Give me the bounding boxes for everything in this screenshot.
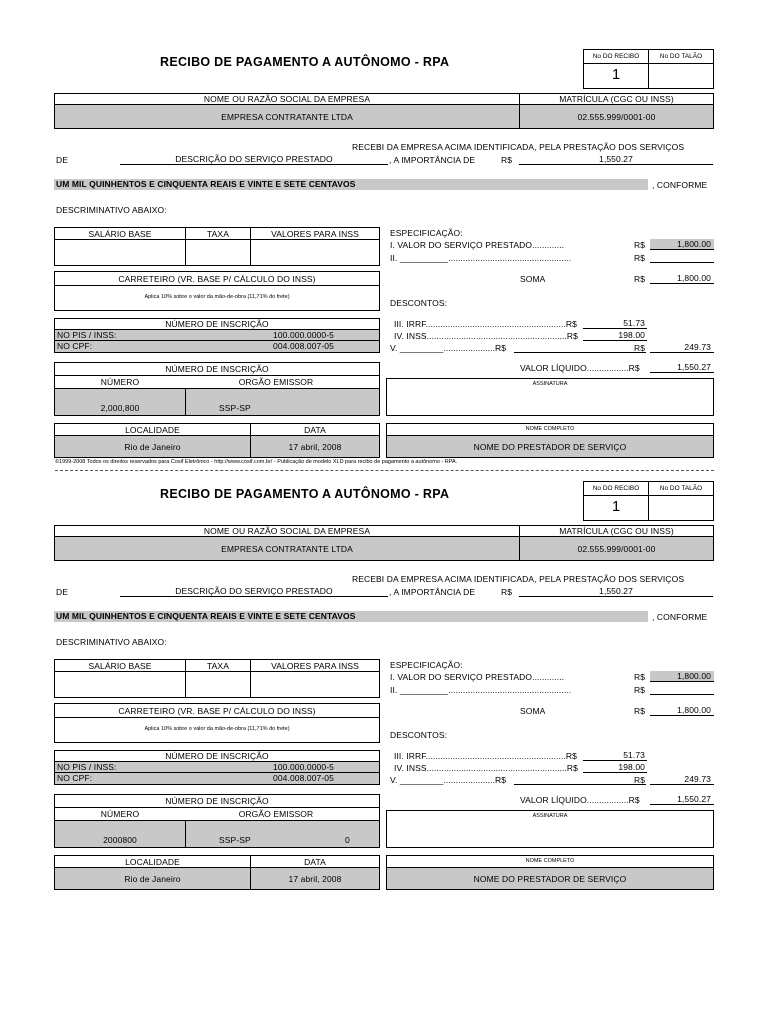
- spec-currency-2: R$: [634, 685, 646, 695]
- valores-inss-header: VALORES PARA INSS: [271, 661, 359, 671]
- spec-currency-2: R$: [634, 253, 646, 263]
- pis-label: NO PIS / INSS:: [57, 330, 117, 340]
- importancia-label: , A IMPORTÂNCIA DE: [389, 587, 476, 597]
- amount-in-words: UM MIL QUINHENTOS E CINQUENTA REAIS E VINTE E SETE CENTAVOS: [54, 179, 648, 190]
- nome-completo-label: NOME COMPLETO: [525, 426, 575, 432]
- recibo-number: 1: [611, 498, 621, 515]
- orgao-header: ORGÃO EMISSOR: [238, 809, 314, 819]
- irrf-label: III. IRRF.........................................................R$: [394, 319, 577, 329]
- orgao-extra: 0: [345, 835, 350, 845]
- spec-value-2: [650, 252, 714, 263]
- company-table: [54, 525, 714, 561]
- assinatura-label: ASSINATURA: [532, 381, 568, 387]
- valor-liquido-value: 1,550.27: [650, 794, 714, 805]
- matricula-header: MATRÍCULA (CGC OU INSS): [559, 94, 674, 104]
- importancia-label: , A IMPORTÂNCIA DE: [389, 155, 476, 165]
- localidade-header: LOCALIDADE: [125, 857, 180, 867]
- soma-currency: R$: [634, 706, 646, 716]
- receipt-number-box: [583, 49, 714, 89]
- currency-label: R$: [501, 155, 513, 165]
- rpa-receipt: [0, 0, 768, 452]
- irrf-value: 51.73: [583, 318, 647, 329]
- inscricao-header-2: NÚMERO DE INSCRIÇÃO: [165, 796, 269, 806]
- inscricao-header-2: NÚMERO DE INSCRIÇÃO: [165, 364, 269, 374]
- location-date-table: [54, 855, 380, 890]
- numero-header: NÚMERO: [100, 377, 140, 387]
- signature-box[interactable]: [386, 810, 714, 848]
- carreteiro-box: [54, 703, 380, 743]
- spec-currency-1: R$: [634, 240, 646, 250]
- spec-line-2: II. __________..................................................: [390, 253, 572, 263]
- localidade-header: LOCALIDADE: [125, 425, 180, 435]
- assinatura-label: ASSINATURA: [532, 813, 568, 819]
- recibo-label: No DO RECIBO: [592, 53, 640, 60]
- pis-value: 100.000.0000-5: [273, 762, 334, 772]
- company-name: EMPRESA CONTRATANTE LTDA: [221, 544, 353, 554]
- carreteiro-box: [54, 271, 380, 311]
- irrf-value: 51.73: [583, 750, 647, 761]
- discriminativo-label: DESCRIMINATIVO ABAIXO:: [56, 205, 167, 215]
- soma-value: 1,800.00: [650, 273, 714, 284]
- rpa-receipt: [0, 432, 768, 884]
- spec-currency-1: R$: [634, 672, 646, 682]
- cpf-label: NO CPF:: [57, 341, 93, 351]
- recibo-number: 1: [611, 66, 621, 83]
- valores-inss-header: VALORES PARA INSS: [271, 229, 359, 239]
- service-description: DESCRIÇÃO DO SERVIÇO PRESTADO: [120, 586, 388, 597]
- conforme-label: , CONFORME: [652, 612, 708, 622]
- localidade-value: Rio de Janeiro: [124, 874, 181, 884]
- receipt-number-box: [583, 481, 714, 521]
- data-header: DATA: [304, 857, 326, 867]
- data-value: 17 abril, 2008: [288, 442, 342, 452]
- de-label: DE: [56, 155, 69, 165]
- carreteiro-note: Aplica 10% sobre o valor da mão-de-obra (11,71% do frete): [144, 726, 290, 732]
- v-currency: R$: [634, 775, 646, 785]
- inss-value: 198.00: [583, 330, 647, 341]
- pis-label: NO PIS / INSS:: [57, 762, 117, 772]
- inss-label: IV. INSS.........................................................R$: [394, 763, 578, 773]
- especificacao-label: ESPECIFICAÇÃO:: [390, 660, 463, 670]
- cpf-label: NO CPF:: [57, 773, 93, 783]
- numero-value: 2,000,800: [100, 403, 140, 413]
- v-label: V. _________.....................R$: [390, 775, 507, 785]
- inscricao-table: [54, 750, 380, 785]
- salario-base-header: SALÁRIO BASE: [88, 661, 152, 671]
- company-name: EMPRESA CONTRATANTE LTDA: [221, 112, 353, 122]
- carreteiro-header: CARRETEIRO (VR. BASE P/ CÁLCULO DO INSS): [118, 274, 316, 284]
- currency-label: R$: [501, 587, 513, 597]
- descontos-label: DESCONTOS:: [390, 730, 448, 740]
- v-value: [514, 342, 646, 353]
- carreteiro-note: Aplica 10% sobre o valor da mão-de-obra (11,71% do frete): [144, 294, 290, 300]
- data-value: 17 abril, 2008: [288, 874, 342, 884]
- talao-label: No DO TALÃO: [659, 485, 703, 492]
- v-value: [514, 774, 646, 785]
- irrf-label: III. IRRF.........................................................R$: [394, 751, 577, 761]
- spec-value-2: [650, 684, 714, 695]
- data-header: DATA: [304, 425, 326, 435]
- salary-table: [54, 227, 380, 266]
- soma-label: SOMA: [520, 706, 546, 716]
- soma-label: SOMA: [520, 274, 546, 284]
- spec-line-1: I. VALOR DO SERVIÇO PRESTADO.............: [390, 240, 565, 250]
- v-currency: R$: [634, 343, 646, 353]
- company-header: NOME OU RAZÃO SOCIAL DA EMPRESA: [203, 526, 371, 536]
- especificacao-label: ESPECIFICAÇÃO:: [390, 228, 463, 238]
- copyright-footer: ©1999-2008 Todos os direitos reservados para Cosif Eletrônico - http://www.cosif.com.br/ - Publicação de modelo XLD para recibo de pagamento a autônomo - RPA.: [55, 459, 458, 465]
- soma-currency: R$: [634, 274, 646, 284]
- inscricao-table: [54, 318, 380, 353]
- provider-name: NOME DO PRESTADOR DE SERVIÇO: [473, 442, 627, 452]
- descontos-total: 249.73: [650, 774, 714, 785]
- orgao-value: SSP-SP: [219, 835, 251, 845]
- valor-liquido-value: 1,550.27: [650, 362, 714, 373]
- service-description: DESCRIÇÃO DO SERVIÇO PRESTADO: [120, 154, 388, 165]
- inss-value: 198.00: [583, 762, 647, 773]
- amount-in-words: UM MIL QUINHENTOS E CINQUENTA REAIS E VINTE E SETE CENTAVOS: [54, 611, 648, 622]
- descontos-label: DESCONTOS:: [390, 298, 448, 308]
- company-header: NOME OU RAZÃO SOCIAL DA EMPRESA: [203, 94, 371, 104]
- orgao-value: SSP-SP: [219, 403, 251, 413]
- received-text: RECEBI DA EMPRESA ACIMA IDENTIFICADA, PELA PRESTAÇÃO DOS SERVIÇOS: [352, 574, 685, 584]
- localidade-value: Rio de Janeiro: [124, 442, 181, 452]
- valor-liquido-label: VALOR LÍQUIDO.................R$: [520, 363, 640, 373]
- recibo-label: No DO RECIBO: [592, 485, 640, 492]
- nome-completo-label: NOME COMPLETO: [525, 858, 575, 864]
- spec-line-1: I. VALOR DO SERVIÇO PRESTADO.............: [390, 672, 565, 682]
- cpf-value: 004.008.007-05: [273, 341, 334, 351]
- valor-liquido-label: VALOR LÍQUIDO.................R$: [520, 795, 640, 805]
- conforme-label: , CONFORME: [652, 180, 708, 190]
- identity-table: [54, 794, 380, 848]
- soma-value: 1,800.00: [650, 705, 714, 716]
- provider-name-box: [386, 855, 714, 890]
- inscricao-header: NÚMERO DE INSCRIÇÃO: [165, 751, 269, 761]
- amount-value: 1,550.27: [519, 586, 713, 597]
- inss-label: IV. INSS.........................................................R$: [394, 331, 578, 341]
- numero-header: NÚMERO: [100, 809, 140, 819]
- carreteiro-header: CARRETEIRO (VR. BASE P/ CÁLCULO DO INSS): [118, 706, 316, 716]
- receipt-title: RECIBO DE PAGAMENTO A AUTÔNOMO - RPA: [160, 487, 450, 501]
- descontos-total: 249.73: [650, 342, 714, 353]
- v-label: V. _________.....................R$: [390, 343, 507, 353]
- taxa-header: TAXA: [207, 661, 229, 671]
- cut-line: [55, 470, 714, 471]
- spec-value-1: 1,800.00: [650, 671, 714, 682]
- numero-value: 2000800: [103, 835, 137, 845]
- matricula-value: 02.555.999/0001-00: [577, 544, 656, 554]
- pis-value: 100.000.0000-5: [273, 330, 334, 340]
- de-label: DE: [56, 587, 69, 597]
- taxa-header: TAXA: [207, 229, 229, 239]
- company-table: [54, 93, 714, 129]
- receipt-title: RECIBO DE PAGAMENTO A AUTÔNOMO - RPA: [160, 55, 450, 69]
- identity-table: [54, 362, 380, 416]
- discriminativo-label: DESCRIMINATIVO ABAIXO:: [56, 637, 167, 647]
- matricula-value: 02.555.999/0001-00: [577, 112, 656, 122]
- spec-value-1: 1,800.00: [650, 239, 714, 250]
- matricula-header: MATRÍCULA (CGC OU INSS): [559, 526, 674, 536]
- received-text: RECEBI DA EMPRESA ACIMA IDENTIFICADA, PELA PRESTAÇÃO DOS SERVIÇOS: [352, 142, 685, 152]
- amount-value: 1,550.27: [519, 154, 713, 165]
- salary-table: [54, 659, 380, 698]
- spec-line-2: II. __________..................................................: [390, 685, 572, 695]
- provider-name: NOME DO PRESTADOR DE SERVIÇO: [473, 874, 627, 884]
- cpf-value: 004.008.007-05: [273, 773, 334, 783]
- orgao-header: ORGÃO EMISSOR: [238, 377, 314, 387]
- inscricao-header: NÚMERO DE INSCRIÇÃO: [165, 319, 269, 329]
- signature-box[interactable]: [386, 378, 714, 416]
- salario-base-header: SALÁRIO BASE: [88, 229, 152, 239]
- talao-label: No DO TALÃO: [659, 53, 703, 60]
